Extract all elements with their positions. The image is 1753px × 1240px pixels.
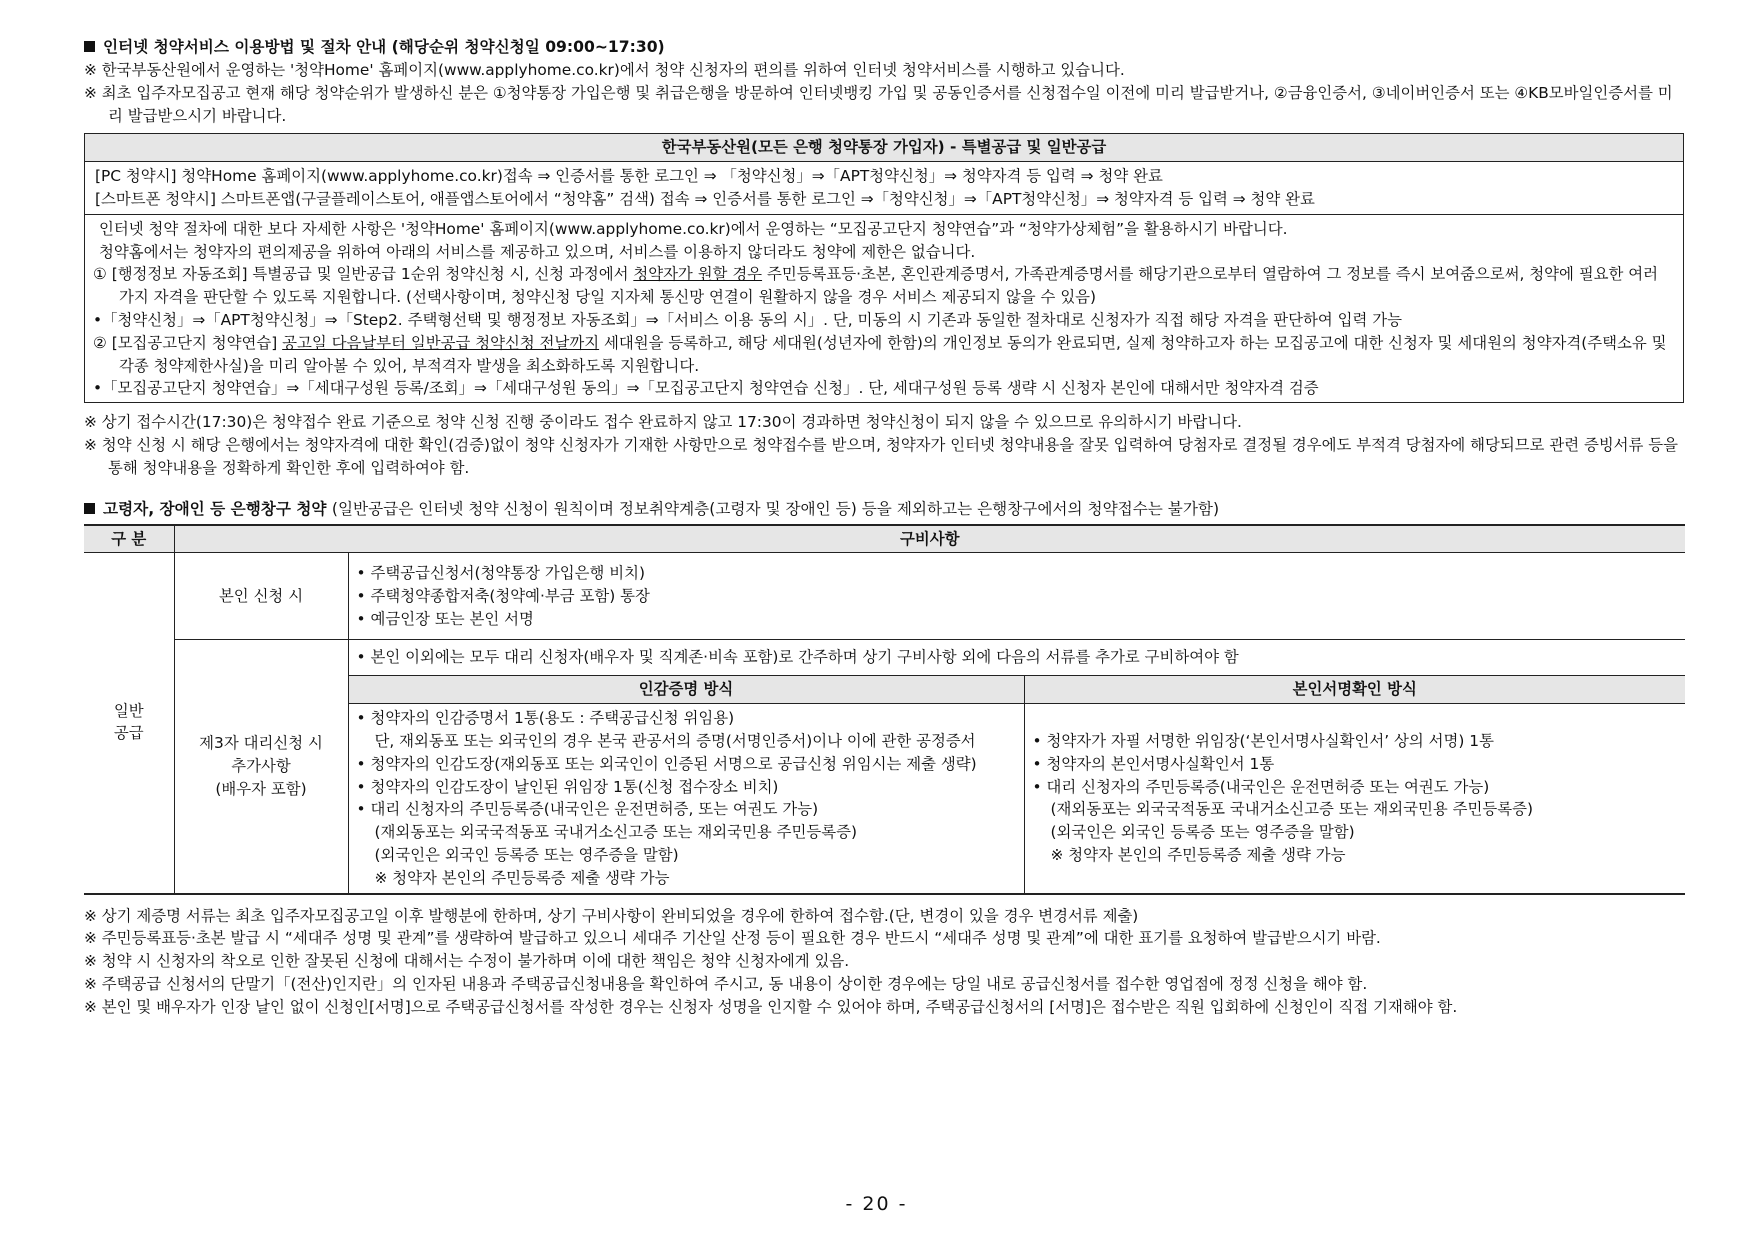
after-note-2: ※ 청약 신청 시 해당 은행에서는 청약자격에 대한 확인(검증)없이 청약 신청자가 기재한 사항만으로 청약접수를 받으며, 청약자가 인터넷 청약내용을 잘못 입력하여 당첨자로 결정될 경우에도 부적격 당첨자에 해당되므로 관련 증빙서류 등을 통해 청약내용을 정확하게 확인한 후에 입력하여야 함. (84, 436, 1679, 477)
list-item: • 청약자의 인감도장(재외동포 또는 외국인이 인증된 서명으로 공급신청 위임시는 제출 생략) (356, 754, 977, 773)
method-signature-items (1024, 704, 1685, 894)
table-row-proxy-intro (84, 640, 1685, 676)
list-item: • 청약자가 자필 서명한 위임장(‘본인서명사실확인서’ 상의 서명) 1통 (1032, 732, 1494, 750)
list-item: • 주택공급신청서(청약통장 가입은행 비치) (356, 564, 646, 582)
list-item: 단, 재외동포 또는 외국인의 경우 본국 관공서의 증명(서명인증서)이나 이에 관한 공정증서 (374, 732, 976, 750)
proxy-label-line: 추가사항 (231, 756, 291, 775)
method-seal-title: 인감증명 방식 (348, 676, 1024, 704)
square-bullet-icon (84, 41, 95, 52)
list-item: • 대리 신청자의 주민등록증(내국인은 운전면허증, 또는 여권도 가능) (356, 800, 819, 819)
square-bullet-icon (84, 503, 95, 514)
header-category: 구 분 (84, 525, 174, 553)
footer-note: ※ 주택공급 신청서의 단말기「(전산)인지란」의 인자된 내용과 주택공급신청내용을 확인하여 주시고, 동 내용이 상이한 경우에는 당일 내로 공급신청서를 접수한 영업점에 정정 신청을 해야 함. (84, 974, 1368, 993)
detail-intro-2: 청약홈에서는 청약자의 편의제공을 위하여 아래의 서비스를 제공하고 있으며, 서비스를 이용하지 않더라도 청약에 제한은 없습니다. (99, 242, 976, 261)
service-item-2-path: •「모집공고단지 청약연습」⇒「세대구성원 등록/조회」⇒「세대구성원 동의」⇒「모집공고단지 청약연습 신청」. 단, 세대구성원 등록 생략 시 신청자 본인에 대해서만 청약자격 검증 (93, 379, 1319, 398)
page-number: - 20 - (845, 1193, 908, 1215)
footer-note: ※ 청약 시 신청자의 착오로 인한 잘못된 신청에 대해서는 수정이 불가하며 이에 대한 책임은 청약 신청자에게 있음. (84, 952, 850, 971)
document-page (84, 36, 1684, 1019)
smartphone-steps: [스마트폰 청약시] 스마트폰앱(구글플레이스토어, 애플앱스토어에서 “청약홈” 검색) 접속 ⇒ 인증서를 통한 로그인 ⇒「청약신청」⇒「APT청약신청」⇒ 청약자격 등 입력 ⇒ 청약 완료 (95, 190, 1315, 209)
section1-note-1: ※ 한국부동산원에서 운영하는 '청약Home' 홈페이지(www.applyhome.co.kr)에서 청약 신청자의 편의를 위하여 인터넷 청약서비스를 시행하고 있습니다. (84, 61, 1125, 80)
proxy-label-line: 제3자 대리신청 시 (199, 734, 323, 753)
footer-note: ※ 본인 및 배우자가 인장 날인 없이 신청인[서명]으로 주택공급신청서를 작성한 경우는 신청자 성명을 인지할 수 있어야 하며, 주택공급신청서의 [서명]은 접수받은 직원 입회하에 신청인이 직접 기재해야 함. (84, 997, 1458, 1016)
group-general-supply: 일반 공급 (84, 553, 174, 894)
list-item: • 대리 신청자의 주민등록증(내국인은 운전면허증 또는 여권도 가능) (1032, 777, 1490, 796)
list-item: ※ 청약자 본인의 주민등록증 제출 생략 가능 (374, 868, 670, 887)
application-steps (85, 162, 1683, 215)
internet-application-box (84, 133, 1684, 403)
self-application-label: 본인 신청 시 (174, 553, 348, 640)
footer-note: ※ 상기 제증명 서류는 최초 입주자모집공고일 이후 발행분에 한하며, 상기 구비사항이 완비되었을 경우에 한하여 접수함.(단, 변경이 있을 경우 변경서류 제출) (84, 906, 1139, 925)
section1-title: 인터넷 청약서비스 이용방법 및 절차 안내 (해당순위 청약신청일 09:00~17:30) (84, 36, 1684, 59)
method-signature-title: 본인서명확인 방식 (1024, 676, 1685, 704)
table-row-self (84, 553, 1685, 640)
pc-steps: [PC 청약시] 청약Home 홈페이지(www.applyhome.co.kr)접속 ⇒ 인증서를 통한 로그인 ⇒ 「청약신청」⇒「APT청약신청」⇒ 청약자격 등 입력 ⇒ 청약 완료 (95, 167, 1163, 186)
detail-intro-1: 인터넷 청약 절차에 대한 보다 자세한 사항은 '청약Home' 홈페이지(www.applyhome.co.kr)에서 운영하는 “모집공고단지 청약연습”과 “청약가상체험”을 활용하시기 바랍니다. (99, 219, 1288, 238)
section1-after-notes (84, 411, 1684, 479)
list-item: ※ 청약자 본인의 주민등록증 제출 생략 가능 (1050, 845, 1346, 864)
list-item: • 주택청약종합저축(청약예·부금 포함) 통장 (356, 586, 650, 605)
required-documents-table (84, 524, 1685, 895)
list-item: • 청약자의 인감증명서 1통(용도 : 주택공급신청 위임용) (356, 709, 735, 728)
service-item-1: ① [행정정보 자동조회] 특별공급 및 일반공급 1순위 청약신청 시, 신청 과정에서 청약자가 원할 경우 주민등록표등·초본, 혼인관계증명서, 가족관계증명서를 해당기관으로부터 열람하여 그 정보를 즉시 보여줌으로써, 청약에 필요한 여러 가지 자격을 판단할 수 있도록 지원합니다. (선택사항이며, 청약신청 당일 지자체 통신망 연결이 원활하지 않을 경우 서비스 제공되지 않을 수 있음) (93, 265, 1659, 307)
list-item: (외국인은 외국인 등록증 또는 영주증을 말함) (1050, 823, 1355, 842)
service-item-1-path: •「청약신청」⇒「APT청약신청」⇒「Step2. 주택형선택 및 행정정보 자동조회」⇒「서비스 이용 동의 시」. 단, 미동의 시 기존과 동일한 절차대로 신청자가 직접 해당 자격을 판단하여 입력 가능 (93, 311, 1402, 330)
service-item-2: ② [모집공고단지 청약연습] 공고일 다음날부터 일반공급 청약신청 전날까지 세대원을 등록하고, 해당 세대원(성년자에 한함)의 개인정보 동의가 완료되면, 실제 청약하고자 하는 모집공고에 대한 신청자 및 세대원의 청약자격(주택소유 및 각종 청약제한사실)을 미리 알아볼 수 있어, 부적격자 발생을 최소화하도록 지원합니다. (93, 333, 1667, 375)
method-seal-items (348, 704, 1024, 894)
box-header: 한국부동산원(모든 은행 청약통장 가입자) - 특별공급 및 일반공급 (85, 134, 1683, 162)
service-details (85, 215, 1683, 402)
section2-title: 고령자, 장애인 등 은행창구 청약 (일반공급은 인터넷 청약 신청이 원칙이며 정보취약계층(고령자 및 장애인 등) 등을 제외하고는 은행창구에서의 청약접수는 불가함) (84, 498, 1684, 521)
proxy-label-line: (배우자 포함) (215, 779, 307, 798)
self-application-items (348, 553, 1685, 640)
after-note-1: ※ 상기 접수시간(17:30)은 청약접수 완료 기준으로 청약 신청 진행 중이라도 접수 완료하지 않고 17:30이 경과하면 청약신청이 되지 않을 수 있으므로 유의하시기 바랍니다. (84, 413, 1242, 432)
list-item: (재외동포는 외국국적동포 국내거소신고증 또는 재외국민용 주민등록증) (1050, 800, 1533, 819)
header-requirements: 구비사항 (174, 525, 1685, 553)
list-item: • 청약자의 본인서명사실확인서 1통 (1032, 754, 1275, 773)
list-item: • 예금인장 또는 본인 서명 (356, 609, 534, 628)
proxy-intro: • 본인 이외에는 모두 대리 신청자(배우자 및 직계존·비속 포함)로 간주하며 상기 구비사항 외에 다음의 서류를 추가로 구비하여야 함 (348, 640, 1685, 676)
footer-notes (84, 905, 1684, 1019)
proxy-application-label (174, 640, 348, 894)
list-item: (재외동포는 외국국적동포 국내거소신고증 또는 재외국민용 주민등록증) (374, 823, 857, 842)
table-header-row (84, 525, 1685, 553)
list-item: (외국인은 외국인 등록증 또는 영주증을 말함) (374, 845, 679, 864)
footer-note: ※ 주민등록표등·초본 발급 시 “세대주 성명 및 관계”를 생략하여 발급하고 있으니 세대주 기산일 산정 등이 필요한 경우 반드시 “세대주 성명 및 관계”에 대한 표기를 요청하여 발급받으시기 바람. (84, 929, 1381, 948)
section1-note-2: ※ 최초 입주자모집공고 현재 해당 청약순위가 발생하신 분은 ①청약통장 가입은행 및 취급은행을 방문하여 인터넷뱅킹 가입 및 공동인증서를 신청접수일 이전에 미리 발급받거나, ②금융인증서, ③네이버인증서 또는 ④KB모바일인증서를 미리 발급받으시기 바랍니다. (84, 83, 1673, 125)
list-item: • 청약자의 인감도장이 날인된 위임장 1통(신청 접수장소 비치) (356, 777, 779, 796)
